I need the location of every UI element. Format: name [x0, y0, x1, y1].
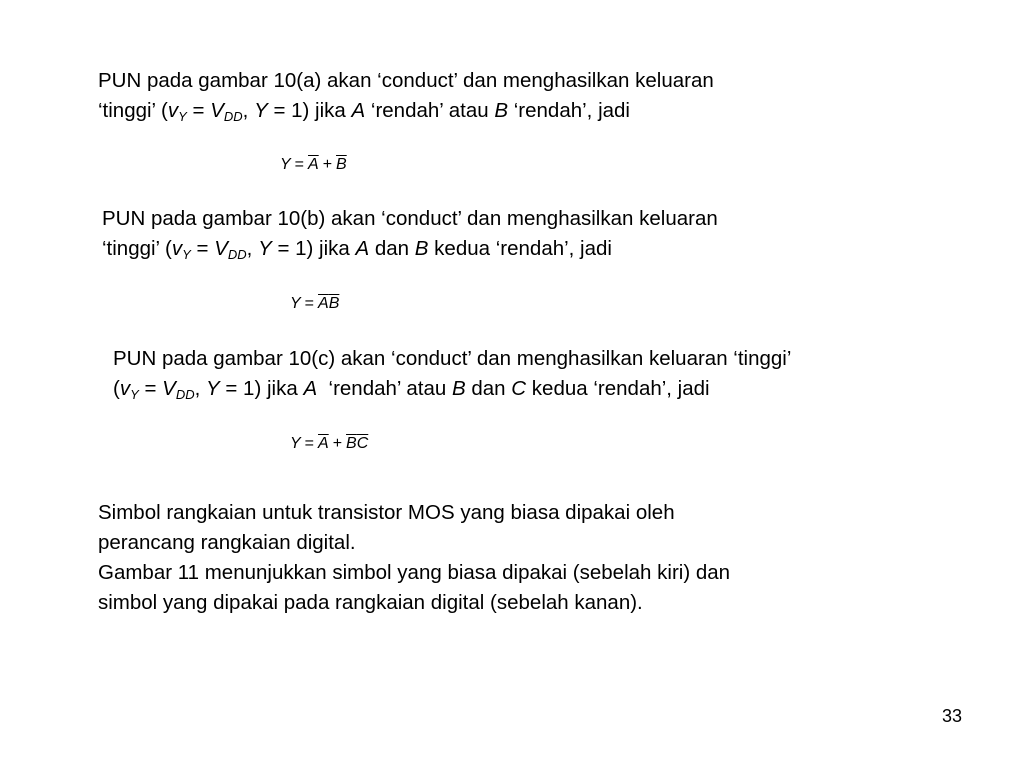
paragraph-d-line2: perancang rangkaian digital.: [98, 531, 356, 554]
paragraph-a-line2: ‘tinggi’ ($v_Y = V_{DD}$, Y = 1) jika A ‘rendah’ atau B ‘rendah’, jadi: [98, 99, 630, 124]
formula-c: $Y = \overline{A} + \overline{B}\overline{C}$: [290, 435, 369, 452]
paragraph-a: [98, 66, 714, 126]
page-number: 33: [941, 706, 962, 726]
paragraph-b-line2: ‘tinggi’ ($v_Y = V_{DD}$, Y = 1) jika A dan B kedua ‘rendah’, jadi: [102, 237, 612, 262]
formula-b: $Y = \overline{A}\overline{B}$: [290, 295, 340, 312]
paragraph-d-line4: simbol yang dipakai pada rangkaian digital (sebelah kanan).: [98, 591, 643, 614]
paragraph-b: [102, 204, 718, 264]
paragraph-b-line1: PUN pada gambar 10(b) akan ‘conduct’ dan menghasilkan keluaran: [102, 207, 718, 230]
paragraph-a-line1: PUN pada gambar 10(a) akan ‘conduct’ dan menghasilkan keluaran: [98, 69, 714, 92]
formula-a: $Y = \overline{A} + \overline{B}$: [280, 156, 347, 173]
paragraph-d-line3: Gambar 11 menunjukkan simbol yang biasa dipakai (sebelah kiri) dan: [98, 561, 731, 584]
paragraph-c-line2: ($v_Y = V_{DD}$, Y = 1) jika A ‘rendah’ atau B dan C kedua ‘rendah’, jadi: [113, 377, 710, 402]
paragraph-c-line1: PUN pada gambar 10(c) akan ‘conduct’ dan menghasilkan keluaran ‘tinggi’: [113, 347, 792, 370]
paragraph-d: [98, 498, 730, 618]
paragraph-c: [113, 344, 791, 404]
paragraph-d-line1: Simbol rangkaian untuk transistor MOS yang biasa dipakai oleh: [98, 501, 675, 524]
